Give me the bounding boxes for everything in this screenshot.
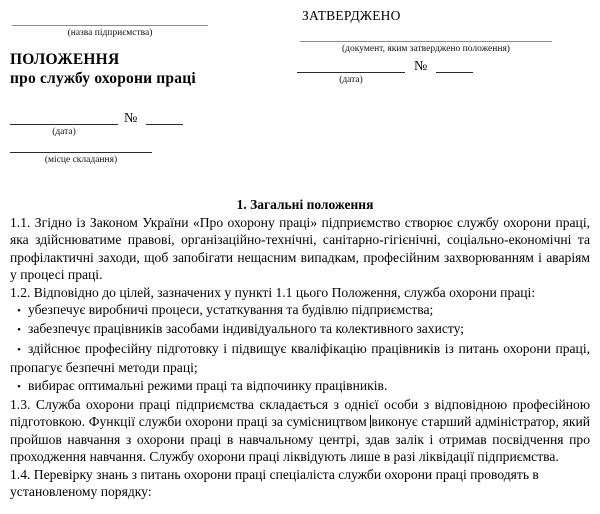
- list-item: [10, 377, 590, 396]
- bullet-icon: •: [17, 343, 21, 356]
- paragraph-1-4: 1.4. Перевірку знань з питань охорони праці спеціаліста служби охорони праці проводять в установленому порядку:: [10, 466, 539, 500]
- section-heading: 1. Загальні положення: [236, 197, 374, 212]
- paragraph-1-3: [10, 396, 590, 466]
- org-name-blank-line[interactable]: [12, 25, 208, 26]
- approved-label: ЗАТВЕРДЖЕНО: [302, 8, 401, 23]
- right-date-blank-line[interactable]: [297, 72, 405, 73]
- paragraph-1-2: 1.2. Відповідно до цілей, зазначених у пункті 1.1 цього Положення, служба охорони праці:: [10, 284, 536, 300]
- paragraph-1-3-text-after-caret: виконує старший адміністратор, який пройшов навчання з охорони праці в навчальному центрі, здав залік і отримав посвідчення про проходження навчання. Службу охорони праці ліквідують лише в разі ліквідації підприємства.: [10, 414, 590, 465]
- list-item: [10, 320, 590, 339]
- list-item-label: вибирає оптимальні режими праці та відпочинку працівників.: [28, 377, 388, 393]
- place-caption: (місце складання): [44, 155, 118, 165]
- list-item-label: здійснює професійну підготовку і підвищує кваліфікацію працівників із питань охорони праці, пропагує безпечні методи праці;: [10, 340, 590, 376]
- document-title-line-2: про службу охорони праці: [10, 70, 196, 87]
- document-body: [10, 196, 590, 501]
- paragraph-1-3-text-before-caret: 1.3. Служба охорони праці підприємства складається з однієї особи з відповідною професійною підготовкою. Функції служби охорони праці за сумісництвом: [10, 397, 590, 430]
- place-blank-line[interactable]: [10, 152, 152, 153]
- list-item: [10, 340, 590, 377]
- list-item-label: убезпечує виробничі процеси, устаткування та будівлю підприємства;: [28, 302, 434, 318]
- document-title-line-1: ПОЛОЖЕННЯ: [10, 51, 120, 68]
- left-date-caption: (дата): [52, 127, 76, 137]
- right-date-caption: (дата): [339, 75, 363, 85]
- left-date-blank-line[interactable]: [10, 124, 118, 125]
- service-duties-list: [10, 301, 590, 396]
- bullet-icon: •: [17, 380, 21, 393]
- list-item: [10, 301, 590, 320]
- approving-doc-caption: (документ, яким затверджено положення): [342, 44, 510, 54]
- right-number-blank-line[interactable]: [436, 72, 473, 73]
- bullet-icon: •: [17, 305, 21, 318]
- left-number-sign: №: [124, 111, 138, 126]
- list-item-label: забезпечує працівників засобами індивідуального та колективного захисту;: [28, 321, 465, 337]
- approving-doc-blank-line[interactable]: [300, 41, 552, 42]
- bullet-icon: •: [17, 324, 21, 337]
- right-number-sign: №: [414, 59, 428, 74]
- document-header: [0, 0, 600, 178]
- org-name-caption: (назва підприємства): [67, 28, 153, 38]
- paragraph-1-1: 1.1. Згідно із Законом України «Про охорону праці» підприємство створює службу охорони праці, яка здійснюватиме правові, організаційно-технічні, санітарно-гігієнічні, соціально-економічні та профілактичні заходи, щоб запобігати нещасним випадкам, професійним захворюванням і аваріям у процесі праці.: [10, 215, 590, 283]
- left-number-blank-line[interactable]: [146, 124, 183, 125]
